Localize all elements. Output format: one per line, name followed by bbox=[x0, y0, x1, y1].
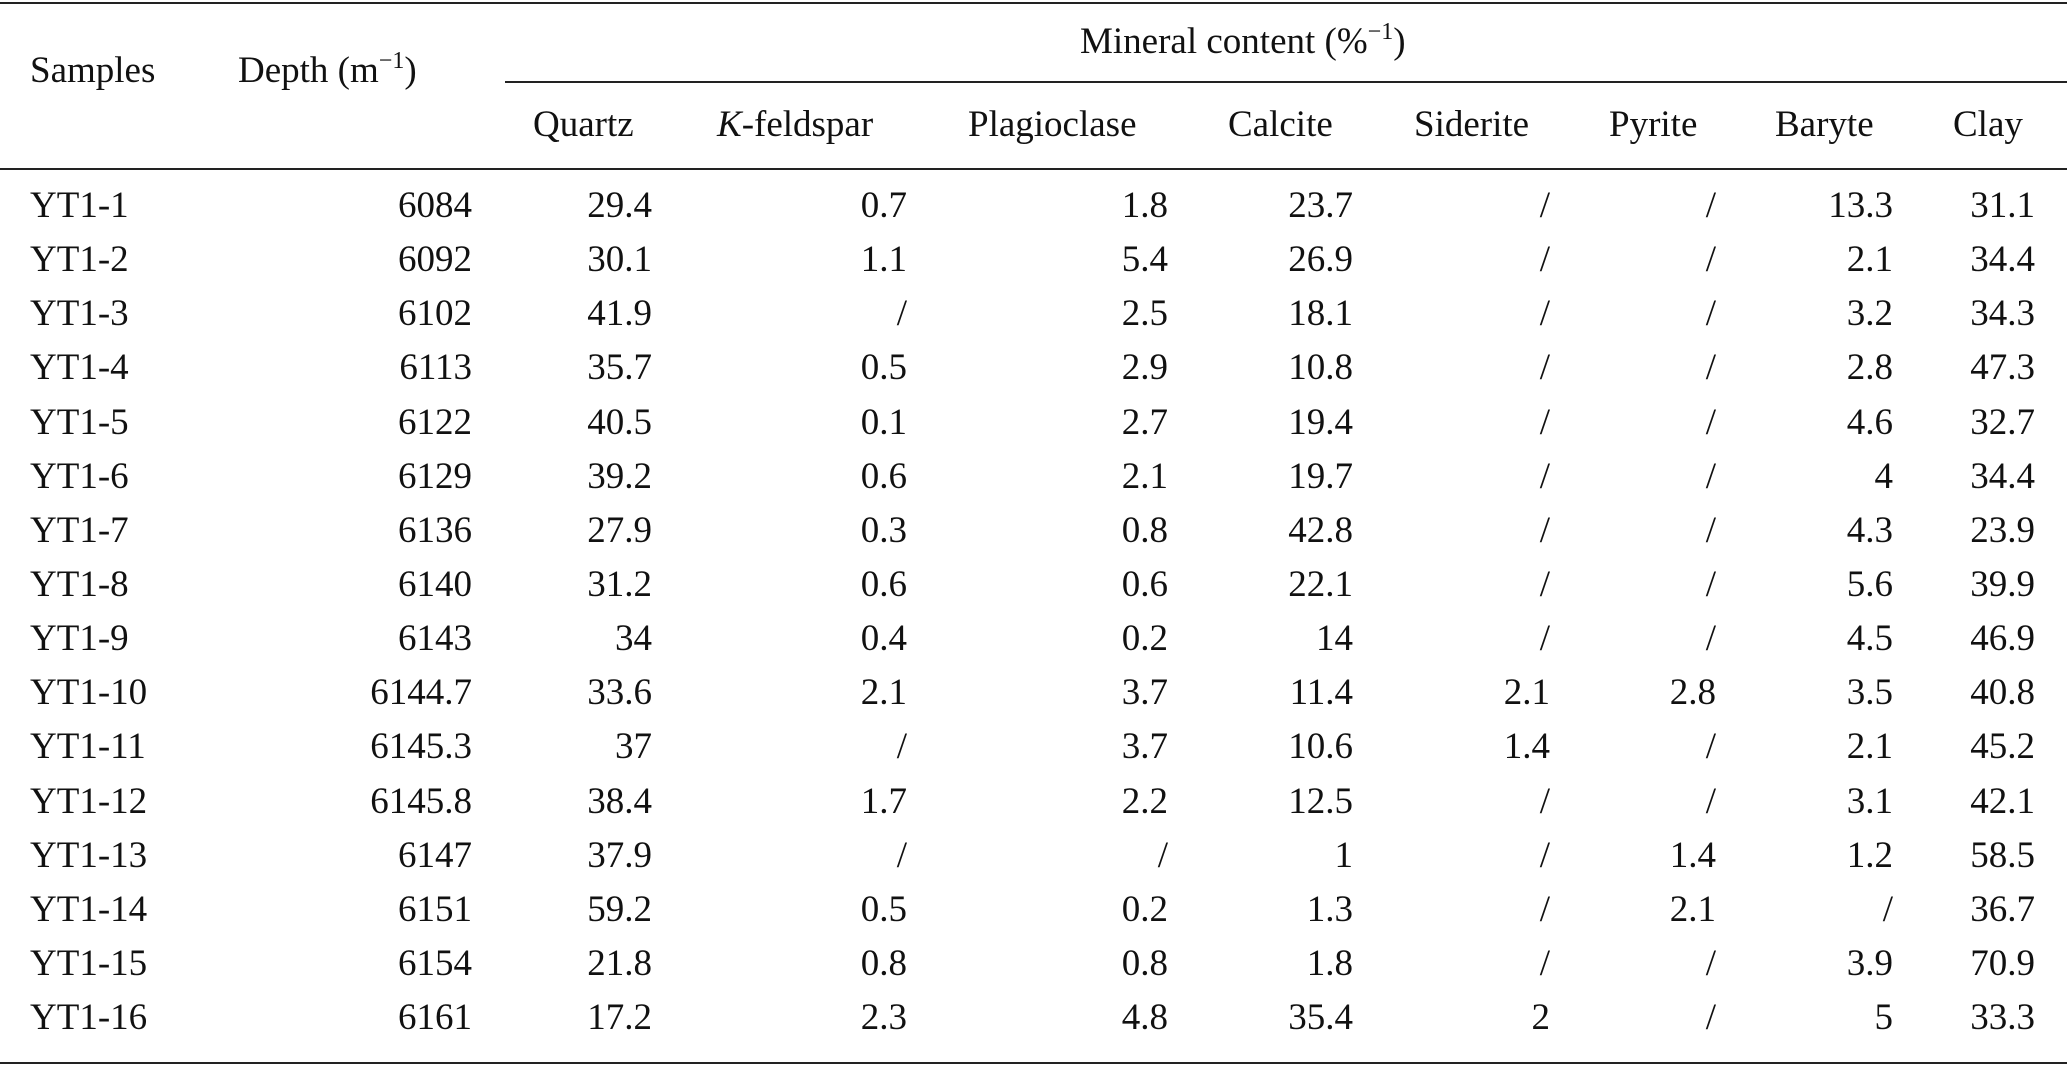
cell-kfeldspar: / bbox=[896, 293, 907, 335]
cell-siderite: / bbox=[1539, 888, 1550, 930]
cell-calcite: 1.8 bbox=[1306, 942, 1353, 984]
cell-depth: 6144.7 bbox=[370, 672, 472, 714]
table-row bbox=[0, 888, 2067, 942]
cell-sample: YT1-10 bbox=[30, 672, 148, 714]
cell-siderite: / bbox=[1539, 834, 1550, 876]
cell-pyrite: / bbox=[1705, 401, 1716, 443]
cell-calcite: 35.4 bbox=[1288, 997, 1353, 1039]
cell-depth: 6145.8 bbox=[370, 780, 472, 822]
cell-siderite: / bbox=[1539, 293, 1550, 335]
cell-kfeldspar: 1.7 bbox=[860, 780, 907, 822]
cell-depth: 6084 bbox=[398, 185, 472, 226]
table-row bbox=[0, 671, 2067, 725]
cell-quartz: 37 bbox=[615, 726, 652, 768]
cell-quartz: 41.9 bbox=[587, 293, 652, 335]
cell-calcite: 42.8 bbox=[1288, 509, 1353, 551]
header-quartz: Quartz bbox=[533, 104, 634, 145]
header-plagioclase: Plagioclase bbox=[968, 104, 1137, 145]
cell-plagioclase: 2.2 bbox=[1121, 780, 1168, 822]
table-row bbox=[0, 238, 2067, 292]
cell-sample: YT1-6 bbox=[30, 455, 129, 497]
cell-clay: 34.4 bbox=[1970, 239, 2035, 281]
cell-clay: 36.7 bbox=[1970, 888, 2035, 930]
table-header-rule bbox=[0, 168, 2067, 170]
cell-depth: 6113 bbox=[399, 347, 472, 389]
cell-clay: 46.9 bbox=[1970, 618, 2035, 660]
cell-sample: YT1-15 bbox=[30, 942, 148, 984]
cell-plagioclase: 3.7 bbox=[1121, 672, 1168, 714]
cell-calcite: 10.8 bbox=[1288, 347, 1353, 389]
cell-plagioclase: 0.2 bbox=[1121, 888, 1168, 930]
cell-depth: 6092 bbox=[398, 239, 472, 281]
header-mineral-content-suffix: ) bbox=[1393, 21, 1406, 62]
cell-calcite: 1.3 bbox=[1306, 888, 1353, 930]
header-mineral-content-text: Mineral content (% bbox=[1080, 21, 1368, 62]
cell-quartz: 27.9 bbox=[587, 509, 652, 551]
cell-siderite: / bbox=[1539, 780, 1550, 822]
cell-pyrite: / bbox=[1705, 293, 1716, 335]
header-depth-superscript: −1 bbox=[378, 48, 405, 74]
cell-kfeldspar: 0.8 bbox=[860, 942, 907, 984]
cell-depth: 6151 bbox=[398, 888, 472, 930]
cell-sample: YT1-7 bbox=[30, 509, 129, 551]
cell-siderite: / bbox=[1539, 347, 1550, 389]
cell-pyrite: / bbox=[1705, 455, 1716, 497]
cell-pyrite: / bbox=[1705, 563, 1716, 605]
cell-calcite: 19.4 bbox=[1288, 401, 1353, 443]
cell-pyrite: / bbox=[1705, 618, 1716, 660]
cell-siderite: / bbox=[1539, 185, 1550, 226]
cell-kfeldspar: 1.1 bbox=[860, 239, 907, 281]
cell-baryte: / bbox=[1882, 888, 1893, 930]
cell-calcite: 23.7 bbox=[1288, 185, 1353, 226]
header-pyrite: Pyrite bbox=[1609, 104, 1698, 145]
cell-baryte: 2.8 bbox=[1846, 347, 1893, 389]
cell-kfeldspar: 0.6 bbox=[860, 563, 907, 605]
cell-clay: 23.9 bbox=[1970, 509, 2035, 551]
cell-baryte: 4 bbox=[1874, 455, 1893, 497]
table-row bbox=[0, 834, 2067, 888]
table-row bbox=[0, 401, 2067, 455]
cell-baryte: 13.3 bbox=[1828, 185, 1893, 226]
cell-quartz: 29.4 bbox=[587, 185, 652, 226]
header-calcite: Calcite bbox=[1228, 104, 1333, 145]
table-row bbox=[0, 184, 2067, 238]
cell-siderite: 2 bbox=[1531, 997, 1550, 1039]
cell-depth: 6122 bbox=[398, 401, 472, 443]
cell-siderite: / bbox=[1539, 942, 1550, 984]
cell-kfeldspar: 0.5 bbox=[860, 888, 907, 930]
cell-siderite: 2.1 bbox=[1503, 672, 1550, 714]
cell-baryte: 4.3 bbox=[1846, 509, 1893, 551]
cell-baryte: 1.2 bbox=[1846, 834, 1893, 876]
cell-depth: 6154 bbox=[398, 942, 472, 984]
cell-clay: 31.1 bbox=[1970, 185, 2035, 226]
cell-pyrite: / bbox=[1705, 997, 1716, 1039]
header-siderite: Siderite bbox=[1414, 104, 1530, 145]
header-baryte: Baryte bbox=[1775, 104, 1874, 145]
cell-sample: YT1-12 bbox=[30, 780, 148, 822]
cell-sample: YT1-4 bbox=[30, 347, 129, 389]
cell-quartz: 39.2 bbox=[587, 455, 652, 497]
cell-pyrite: 2.1 bbox=[1669, 888, 1716, 930]
cell-calcite: 26.9 bbox=[1288, 239, 1353, 281]
cell-sample: YT1-5 bbox=[30, 401, 129, 443]
cell-quartz: 59.2 bbox=[587, 888, 652, 930]
cell-pyrite: 1.4 bbox=[1669, 834, 1716, 876]
table-row bbox=[0, 346, 2067, 400]
header-mineral-content bbox=[1080, 20, 1406, 68]
cell-pyrite: / bbox=[1705, 347, 1716, 389]
table-row bbox=[0, 942, 2067, 996]
cell-quartz: 34 bbox=[615, 618, 652, 660]
table-bottom-rule bbox=[0, 1062, 2067, 1064]
cell-siderite: 1.4 bbox=[1503, 726, 1550, 768]
header-samples: Samples bbox=[30, 50, 156, 91]
cell-plagioclase: 2.9 bbox=[1121, 347, 1168, 389]
header-clay: Clay bbox=[1953, 104, 2023, 145]
cell-baryte: 2.1 bbox=[1846, 726, 1893, 768]
cell-calcite: 22.1 bbox=[1288, 563, 1353, 605]
cell-pyrite: / bbox=[1705, 239, 1716, 281]
cell-plagioclase: 5.4 bbox=[1121, 239, 1168, 281]
cell-pyrite: / bbox=[1705, 942, 1716, 984]
cell-plagioclase: 0.6 bbox=[1121, 563, 1168, 605]
table-row bbox=[0, 509, 2067, 563]
header-depth-text: Depth (m bbox=[238, 50, 379, 91]
cell-siderite: / bbox=[1539, 563, 1550, 605]
cell-clay: 42.1 bbox=[1970, 780, 2035, 822]
cell-kfeldspar: 0.5 bbox=[860, 347, 907, 389]
header-kfeldspar bbox=[717, 103, 873, 147]
cell-kfeldspar: 2.3 bbox=[860, 997, 907, 1039]
cell-depth: 6140 bbox=[398, 563, 472, 605]
cell-kfeldspar: 0.7 bbox=[860, 185, 907, 226]
cell-quartz: 31.2 bbox=[587, 563, 652, 605]
cell-kfeldspar: 0.6 bbox=[860, 455, 907, 497]
cell-siderite: / bbox=[1539, 618, 1550, 660]
cell-pyrite: 2.8 bbox=[1669, 672, 1716, 714]
cell-sample: YT1-14 bbox=[30, 888, 148, 930]
cell-calcite: 1 bbox=[1334, 834, 1353, 876]
cell-clay: 34.4 bbox=[1970, 455, 2035, 497]
cell-plagioclase: 2.7 bbox=[1121, 401, 1168, 443]
cell-baryte: 3.1 bbox=[1846, 780, 1893, 822]
cell-sample: YT1-3 bbox=[30, 293, 129, 335]
cell-depth: 6147 bbox=[398, 834, 472, 876]
cell-pyrite: / bbox=[1705, 780, 1716, 822]
cell-calcite: 19.7 bbox=[1288, 455, 1353, 497]
cell-siderite: / bbox=[1539, 401, 1550, 443]
cell-clay: 34.3 bbox=[1970, 293, 2035, 335]
cell-quartz: 37.9 bbox=[587, 834, 652, 876]
cell-baryte: 5.6 bbox=[1846, 563, 1893, 605]
cell-baryte: 4.5 bbox=[1846, 618, 1893, 660]
mineral-group-rule bbox=[505, 81, 2067, 83]
cell-baryte: 5 bbox=[1874, 997, 1893, 1039]
cell-pyrite: / bbox=[1705, 509, 1716, 551]
table-body bbox=[0, 184, 2067, 1050]
header-depth bbox=[238, 49, 417, 97]
cell-plagioclase: 0.8 bbox=[1121, 509, 1168, 551]
cell-clay: 32.7 bbox=[1970, 401, 2035, 443]
table-row bbox=[0, 455, 2067, 509]
table-row bbox=[0, 780, 2067, 834]
cell-depth: 6161 bbox=[398, 997, 472, 1039]
table-top-rule bbox=[0, 2, 2067, 4]
cell-quartz: 17.2 bbox=[587, 997, 652, 1039]
cell-plagioclase: 3.7 bbox=[1121, 726, 1168, 768]
cell-siderite: / bbox=[1539, 509, 1550, 551]
cell-plagioclase: 4.8 bbox=[1121, 997, 1168, 1039]
cell-sample: YT1-2 bbox=[30, 239, 129, 281]
header-depth-suffix: ) bbox=[404, 50, 417, 91]
cell-kfeldspar: 2.1 bbox=[860, 672, 907, 714]
cell-quartz: 30.1 bbox=[587, 239, 652, 281]
header-mineral-content-superscript: −1 bbox=[1367, 19, 1394, 45]
cell-depth: 6145.3 bbox=[370, 726, 472, 768]
cell-sample: YT1-9 bbox=[30, 618, 129, 660]
cell-sample: YT1-8 bbox=[30, 563, 129, 605]
cell-pyrite: / bbox=[1705, 726, 1716, 768]
cell-quartz: 21.8 bbox=[587, 942, 652, 984]
cell-clay: 33.3 bbox=[1970, 997, 2035, 1039]
cell-calcite: 10.6 bbox=[1288, 726, 1353, 768]
header-kfeldspar-text: -feldspar bbox=[741, 104, 874, 145]
cell-plagioclase: 1.8 bbox=[1121, 185, 1168, 226]
cell-clay: 39.9 bbox=[1970, 563, 2035, 605]
cell-kfeldspar: / bbox=[896, 834, 907, 876]
cell-depth: 6102 bbox=[398, 293, 472, 335]
table-row bbox=[0, 996, 2067, 1050]
cell-clay: 45.2 bbox=[1970, 726, 2035, 768]
header-kfeldspar-italic: K bbox=[717, 104, 742, 145]
cell-quartz: 38.4 bbox=[587, 780, 652, 822]
table-row bbox=[0, 563, 2067, 617]
cell-plagioclase: 0.2 bbox=[1121, 618, 1168, 660]
cell-clay: 58.5 bbox=[1970, 834, 2035, 876]
cell-kfeldspar: / bbox=[896, 726, 907, 768]
cell-clay: 70.9 bbox=[1970, 942, 2035, 984]
cell-sample: YT1-16 bbox=[30, 997, 148, 1039]
cell-calcite: 11.4 bbox=[1289, 672, 1353, 714]
table-row bbox=[0, 725, 2067, 779]
cell-calcite: 12.5 bbox=[1288, 780, 1353, 822]
cell-plagioclase: 0.8 bbox=[1121, 942, 1168, 984]
cell-calcite: 18.1 bbox=[1288, 293, 1353, 335]
cell-quartz: 33.6 bbox=[587, 672, 652, 714]
cell-baryte: 4.6 bbox=[1846, 401, 1893, 443]
cell-baryte: 3.2 bbox=[1846, 293, 1893, 335]
cell-pyrite: / bbox=[1705, 185, 1716, 226]
cell-depth: 6143 bbox=[398, 618, 472, 660]
table-row bbox=[0, 617, 2067, 671]
cell-quartz: 35.7 bbox=[587, 347, 652, 389]
cell-kfeldspar: 0.1 bbox=[860, 401, 907, 443]
cell-calcite: 14 bbox=[1316, 618, 1353, 660]
cell-kfeldspar: 0.4 bbox=[860, 618, 907, 660]
cell-plagioclase: 2.5 bbox=[1121, 293, 1168, 335]
cell-baryte: 3.5 bbox=[1846, 672, 1893, 714]
cell-kfeldspar: 0.3 bbox=[860, 509, 907, 551]
cell-baryte: 2.1 bbox=[1846, 239, 1893, 281]
cell-sample: YT1-13 bbox=[30, 834, 148, 876]
cell-sample: YT1-1 bbox=[30, 185, 129, 226]
cell-baryte: 3.9 bbox=[1846, 942, 1893, 984]
cell-clay: 47.3 bbox=[1970, 347, 2035, 389]
cell-depth: 6136 bbox=[398, 509, 472, 551]
cell-plagioclase: 2.1 bbox=[1121, 455, 1168, 497]
cell-plagioclase: / bbox=[1157, 834, 1168, 876]
cell-sample: YT1-11 bbox=[30, 726, 146, 768]
cell-depth: 6129 bbox=[398, 455, 472, 497]
cell-siderite: / bbox=[1539, 455, 1550, 497]
table-row bbox=[0, 292, 2067, 346]
cell-siderite: / bbox=[1539, 239, 1550, 281]
cell-quartz: 40.5 bbox=[587, 401, 652, 443]
cell-clay: 40.8 bbox=[1970, 672, 2035, 714]
